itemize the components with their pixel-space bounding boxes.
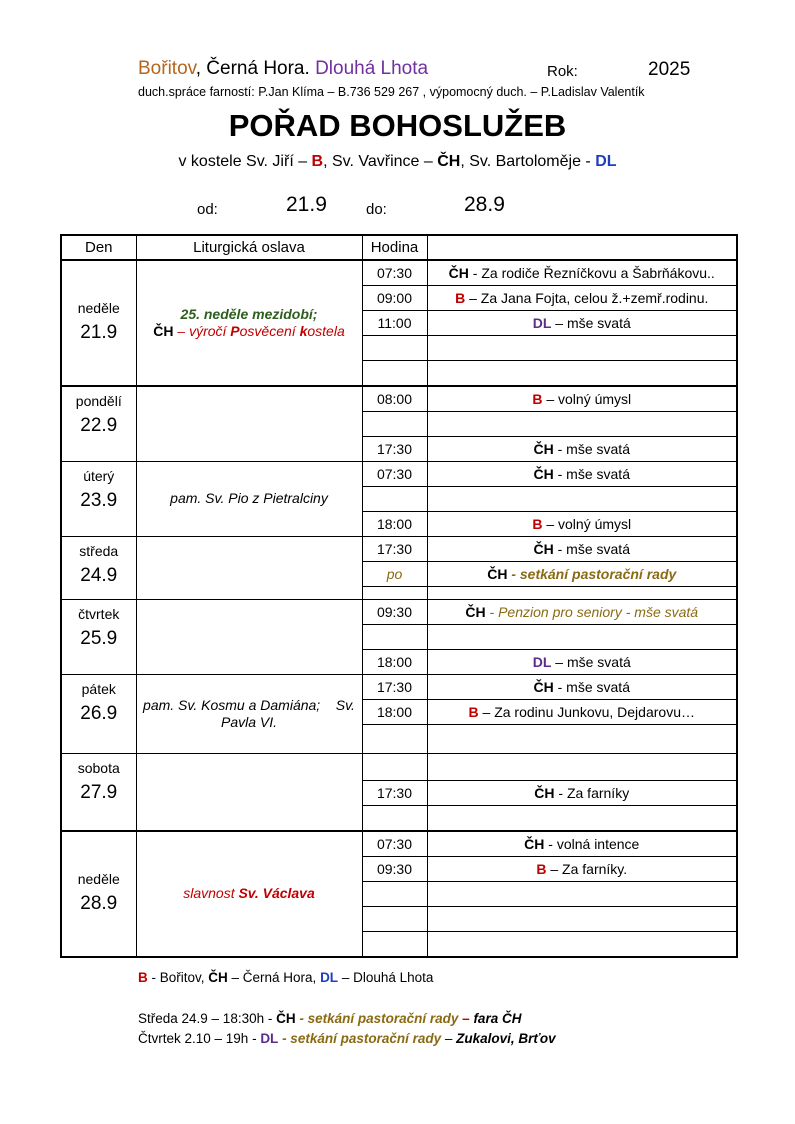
feast-cell: pam. Sv. Pio z Pietralciny (136, 462, 362, 537)
time-cell: 07:30 (362, 831, 427, 857)
time-cell: 17:30 (362, 675, 427, 700)
intent-cell (427, 625, 737, 650)
table-row (61, 600, 737, 625)
note-2-dash: – (441, 1031, 457, 1046)
feast-text-4: ostela (307, 323, 345, 339)
intent-cell (427, 781, 737, 806)
day-name: čtvrtek (78, 606, 120, 622)
intent-text: - mše svatá (553, 466, 630, 482)
note-2 (138, 1031, 556, 1046)
time-cell (362, 907, 427, 932)
day-date: 23.9 (80, 490, 118, 511)
churches-text-2: , Sv. Vavřince – (323, 153, 438, 170)
day-name: pátek (81, 681, 116, 697)
time-cell (362, 725, 427, 754)
feast-cell (136, 537, 362, 600)
day-name: neděle (77, 300, 120, 317)
time-cell: 09:00 (362, 286, 427, 311)
parish-dl: Dlouhá Lhota (315, 58, 429, 79)
intent-text: – Za farníky. (546, 861, 628, 877)
time-cell: 08:00 (362, 386, 427, 412)
feast-text: slavnost (183, 885, 239, 902)
time-cell: 17:30 (362, 537, 427, 562)
feast-cell (136, 754, 362, 832)
intent-cell (427, 587, 737, 600)
day-name: sobota (77, 760, 120, 776)
intent-code: ČH (487, 566, 508, 582)
note-1-event: - setkání pastorační rady (295, 1011, 459, 1026)
intent-cell (427, 600, 737, 625)
legend-b-text: - Bořitov, (147, 970, 209, 985)
note-1-text: Středa 24.9 – 18:30h - (138, 1011, 277, 1026)
col-intent-header (427, 235, 737, 260)
intent-code: DL (532, 315, 552, 331)
intent-text: - mše svatá (553, 441, 630, 457)
time-cell: 18:00 (362, 512, 427, 537)
note-1-ch: ČH (276, 1011, 296, 1026)
intent-cell (427, 260, 737, 286)
time-cell (362, 932, 427, 958)
time-cell (362, 361, 427, 387)
intent-text: – mše svatá (551, 315, 631, 331)
note-2-event: - setkání pastorační rady (278, 1031, 442, 1046)
feast-ch: ČH (153, 323, 174, 339)
intent-cell (427, 754, 737, 781)
day-cell (61, 675, 136, 754)
day-date: 26.9 (80, 703, 118, 724)
intent-code: ČH (534, 785, 555, 801)
day-date: 22.9 (80, 415, 118, 436)
time-cell: 17:30 (362, 781, 427, 806)
intent-cell (427, 311, 737, 336)
feast-cell (136, 260, 362, 386)
time-cell (362, 487, 427, 512)
intent-text: - Penzion pro seniory - mše svatá (485, 604, 699, 620)
parish-ch: , Černá Hora. (195, 58, 310, 79)
feast-text-3: osvěcení (239, 323, 300, 339)
intent-cell (427, 700, 737, 725)
day-date: 24.9 (80, 565, 118, 586)
table-row (61, 260, 737, 286)
intent-code: ČH (524, 836, 545, 852)
intent-cell (427, 675, 737, 700)
time-cell: 07:30 (362, 260, 427, 286)
feast-text: 25. neděle mezidobí; (180, 305, 318, 322)
time-cell: 17:30 (362, 437, 427, 462)
intent-cell (427, 857, 737, 882)
time-cell: po (362, 562, 427, 587)
day-name: středa (79, 543, 119, 559)
intent-cell (427, 932, 737, 958)
intent-cell (427, 462, 737, 487)
time-cell (362, 625, 427, 650)
time-cell: 07:30 (362, 462, 427, 487)
intent-text: – Za Jana Fojta, celou ž.+zemř.rodinu. (465, 290, 709, 306)
intent-cell (427, 806, 737, 832)
note-2-dl: DL (260, 1031, 279, 1046)
to-date: 28.9 (464, 193, 505, 216)
intent-code: ČH (533, 679, 554, 695)
intent-code: ČH (465, 604, 486, 620)
churches-ch: ČH (437, 153, 461, 170)
intent-cell (427, 725, 737, 754)
time-cell: 18:00 (362, 650, 427, 675)
year: 2025 (648, 59, 691, 80)
intent-cell (427, 361, 737, 387)
schedule-table (60, 234, 738, 958)
feast-cell: pam. Sv. Kosmu a Damiána; Sv. Pavla VI. (136, 675, 362, 754)
table-row (61, 386, 737, 412)
intent-cell (427, 412, 737, 437)
churches-text-1: v kostele Sv. Jiří – (178, 153, 312, 170)
intent-code: B (536, 861, 547, 877)
feast-k: k (299, 323, 308, 339)
day-date: 25.9 (80, 628, 118, 649)
day-date: 27.9 (80, 782, 118, 803)
day-name: pondělí (75, 393, 122, 409)
intent-code: ČH (533, 441, 554, 457)
churches-b: B (311, 153, 324, 170)
intent-code: B (532, 391, 543, 407)
note-1-place: fara ČH (473, 1011, 522, 1026)
intent-cell (427, 831, 737, 857)
clergy-line: duch.spráce farností: P.Jan Klíma – B.736 529 267 , výpomocný duch. – P.Ladislav Valentík (138, 85, 645, 99)
intent-cell (427, 437, 737, 462)
intent-cell (427, 336, 737, 361)
from-label: od: (197, 201, 218, 218)
intent-text: – volný úmysl (542, 516, 632, 532)
year-label: Rok: (547, 63, 578, 80)
time-cell: 18:00 (362, 700, 427, 725)
parish-b: Bořitov (138, 58, 196, 79)
churches-text-3: , Sv. Bartoloměje - (460, 153, 596, 170)
intent-cell (427, 512, 737, 537)
feast-cell (136, 600, 362, 675)
note-1-dash: – (458, 1011, 474, 1026)
table-row (61, 537, 737, 562)
intent-cell (427, 286, 737, 311)
churches-dl: DL (595, 153, 617, 170)
legend-dl: DL (320, 970, 339, 985)
legend-ch-text: – Černá Hora, (227, 970, 321, 985)
day-date: 28.9 (80, 893, 118, 915)
from-date: 21.9 (286, 193, 327, 216)
intent-code: ČH (533, 541, 554, 557)
day-cell (61, 462, 136, 537)
col-feast-header: Liturgická oslava (136, 235, 362, 260)
legend-dl-text: – Dlouhá Lhota (338, 970, 434, 985)
legend-b: B (138, 970, 148, 985)
intent-text: - mše svatá (553, 541, 630, 557)
intent-code: ČH (448, 265, 469, 281)
day-cell (61, 260, 136, 386)
time-cell: 09:30 (362, 857, 427, 882)
time-cell: 11:00 (362, 311, 427, 336)
intent-cell (427, 386, 737, 412)
day-cell (61, 386, 136, 462)
time-cell (362, 754, 427, 781)
time-cell (362, 806, 427, 832)
feast-p: P (230, 323, 240, 339)
intent-code: B (468, 704, 479, 720)
time-cell (362, 587, 427, 600)
intent-code: B (455, 290, 466, 306)
intent-text: - Za farníky (554, 785, 630, 801)
day-name: neděle (77, 871, 120, 888)
day-date: 21.9 (80, 322, 118, 344)
time-cell (362, 882, 427, 907)
to-label: do: (366, 201, 387, 218)
time-cell (362, 336, 427, 361)
time-cell: 09:30 (362, 600, 427, 625)
intent-cell (427, 907, 737, 932)
table-row (61, 462, 737, 487)
intent-code: B (532, 516, 543, 532)
note-2-place: Zukalovi, Brťov (456, 1031, 556, 1046)
day-cell (61, 831, 136, 957)
day-cell (61, 754, 136, 832)
note-1 (138, 1011, 521, 1026)
feast-text-2: – výročí (173, 323, 231, 339)
intent-text: – volný úmysl (542, 391, 632, 407)
feast-text-2: Sv. Václava (238, 885, 315, 902)
intent-cell (427, 882, 737, 907)
intent-code: DL (532, 654, 552, 670)
legend (138, 970, 433, 985)
table-header-row (61, 235, 737, 260)
intent-text: - volná intence (544, 836, 640, 852)
intent-text: - Za rodiče Řezníčkovu a Šabrňákovu.. (468, 265, 715, 281)
feast-cell (136, 831, 362, 957)
table-row (61, 754, 737, 781)
churches-line (0, 153, 795, 171)
intent-cell (427, 537, 737, 562)
legend-ch: ČH (208, 970, 228, 985)
intent-cell (427, 562, 737, 587)
intent-text: - mše svatá (553, 679, 630, 695)
intent-text: – mše svatá (551, 654, 631, 670)
time-cell (362, 412, 427, 437)
day-cell (61, 537, 136, 600)
table-row (61, 831, 737, 857)
table-row (61, 675, 737, 700)
parish-names (138, 58, 428, 80)
intent-cell (427, 650, 737, 675)
intent-text: – Za rodinu Junkovu, Dejdarovu… (478, 704, 695, 720)
intent-cell (427, 487, 737, 512)
day-name: úterý (83, 468, 115, 484)
note-2-text: Čtvrtek 2.10 – 19h - (138, 1031, 261, 1046)
feast-cell (136, 386, 362, 462)
day-cell (61, 600, 136, 675)
col-hour-header: Hodina (362, 235, 427, 260)
intent-text: - setkání pastorační rady (507, 566, 677, 582)
intent-code: ČH (533, 466, 554, 482)
col-day-header: Den (61, 235, 136, 260)
page-title: POŘAD BOHOSLUŽEB (228, 108, 567, 143)
